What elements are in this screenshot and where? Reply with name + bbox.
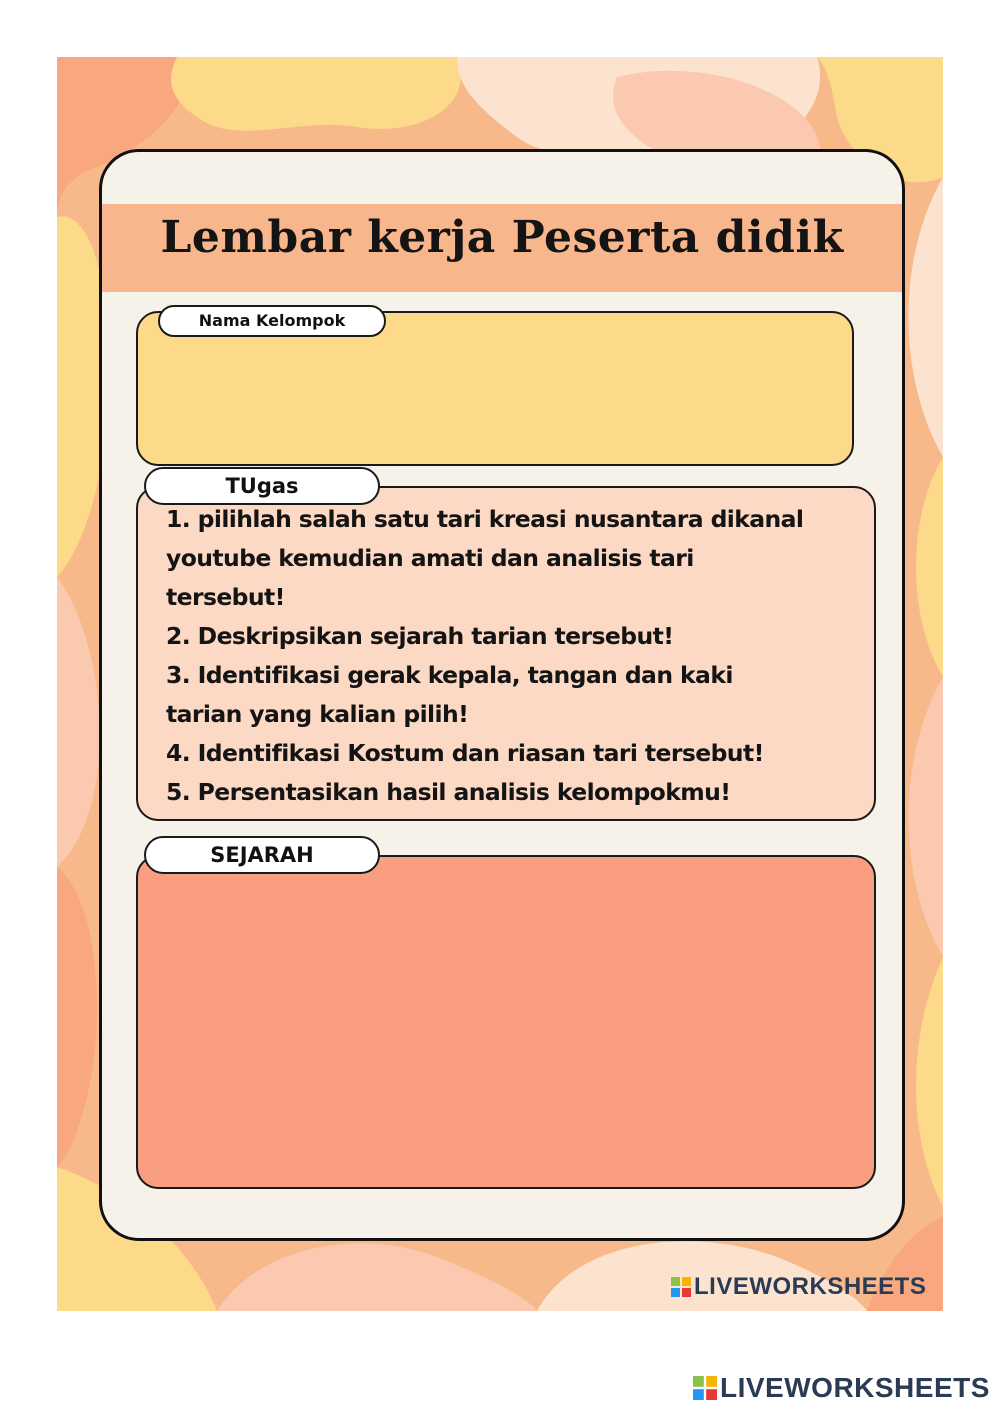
task-line: 2. Deskripsikan sejarah tarian tersebut! (166, 622, 674, 650)
brand-text: LIVEWORKSHEETS (694, 1273, 927, 1300)
brand-text: LIVEWORKSHEETS (720, 1372, 990, 1403)
task-list (166, 500, 866, 812)
worksheet-card (99, 149, 905, 1241)
history-label: SEJARAH (144, 836, 380, 874)
task-line: 5. Persentasikan hasil analisis kelompokmu! (166, 778, 731, 806)
group-name-label: Nama Kelompok (158, 305, 386, 337)
task-line: tersebut! (166, 583, 285, 611)
task-line: youtube kemudian amati dan analisis tari (166, 544, 694, 572)
liveworksheets-logo-icon (671, 1277, 691, 1297)
liveworksheets-logo-icon (693, 1376, 717, 1400)
worksheet-page (57, 57, 943, 1311)
task-line: 3. Identifikasi gerak kepala, tangan dan kaki (166, 661, 733, 689)
task-line: tarian yang kalian pilih! (166, 700, 469, 728)
task-line: 4. Identifikasi Kostum dan riasan tari tersebut! (166, 739, 764, 767)
task-line: 1. pilihlah salah satu tari kreasi nusantara dikanal (166, 505, 804, 533)
liveworksheets-watermark-inner (671, 1273, 926, 1301)
worksheet-title: Lembar kerja Peserta didik (160, 212, 844, 263)
liveworksheets-watermark-outer (693, 1372, 990, 1404)
task-label: TUgas (144, 467, 380, 505)
history-answer-field[interactable] (136, 855, 876, 1189)
